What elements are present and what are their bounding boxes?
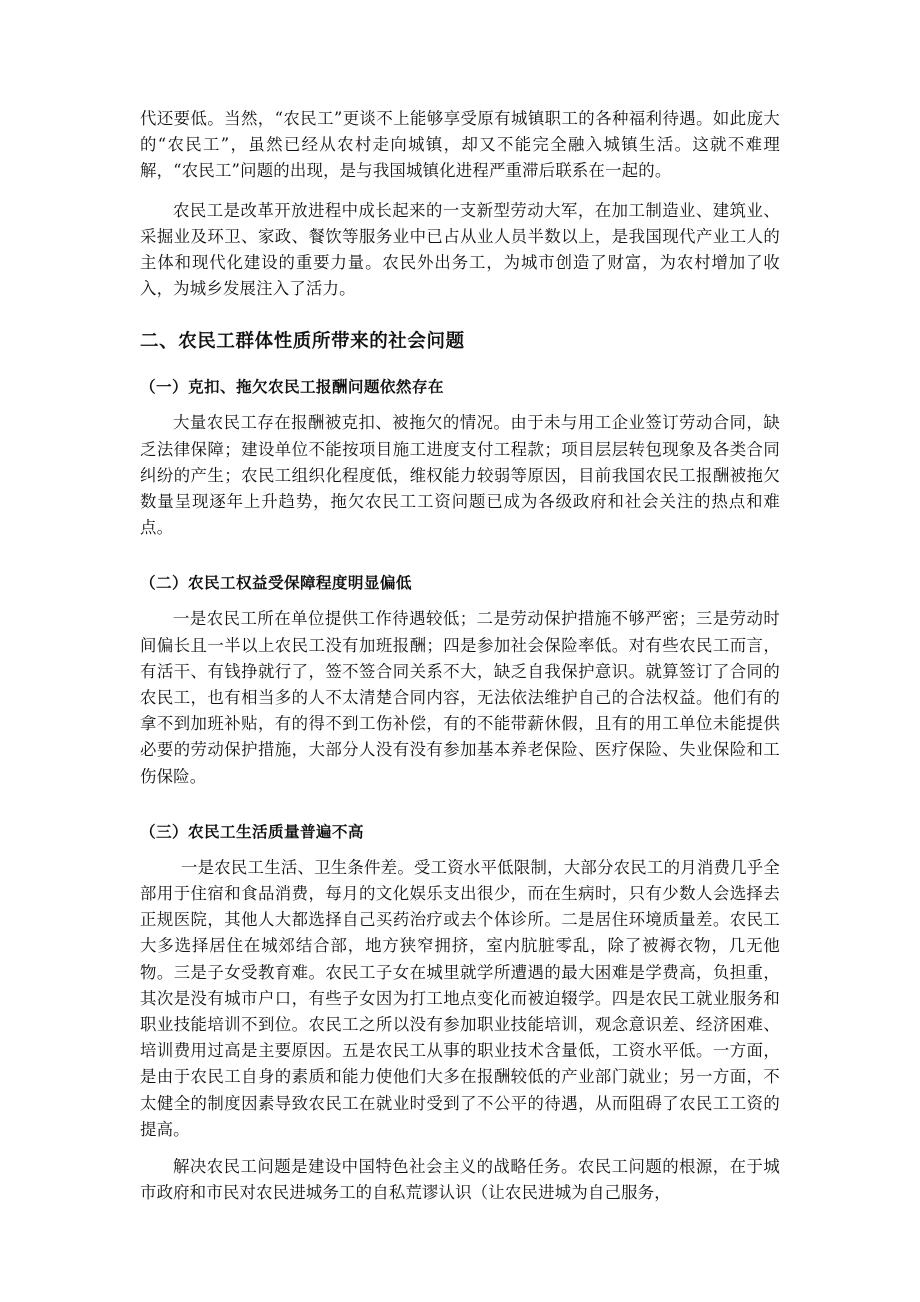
subheading-rights-protection: （二）农民工权益受保障程度明显偏低 — [140, 574, 412, 593]
paragraph-living-quality: 一是农民工生活、卫生条件差。受工资水平低限制，大部分农民工的月消费几乎全部用于住宿和食品消费，每月的文化娱乐支出很少，而在生病时，只有少数人会选择去正规医院，其他人大都选择自己买药治疗或去个体诊所。二是居住环境质量差。农民工大多选择居住在城郊结合部，地方狭窄拥挤，室内肮脏零乱，除了被褥衣物，几无他物。三是子女受教育难。农民工子女在城里就学所遭遇的最大困难是学费高，负担重，其次是没有城市户口，有些子女因为打工地点变化而被迫辍学。四是农民工就业服务和职业技能培训不到位。农民工之所以没有参加职业技能培训，观念意识差、经济困难、培训费用过高是主要原因。五是农民工从事的职业技术含量低，工资水平低。一方面，是由于农民工自身的素质和能力使他们大多在报酬较低的产业部门就业；另一方面，不太健全的制度因素导致农民工在就业时受到了不公平的待遇，从而阻碍了农民工工资的提高。 — [140, 857, 780, 1139]
document-page — [140, 106, 780, 1207]
paragraph-solution: 解决农民工问题是建设中国特色社会主义的战略任务。农民工问题的根源，在于城市政府和市民对农民进城务工的自私荒谬认识（让农民进城为自己服务， — [140, 1157, 780, 1203]
paragraph-rights-protection: 一是农民工所在单位提供工作待遇较低；二是劳动保护措施不够严密；三是劳动时间偏长且一半以上农民工没有加班报酬；四是参加社会保险率低。对有些农民工而言，有活干、有钱挣就行了，签不签合同关系不大，缺乏自我保护意识。就算签订了合同的农民工，也有相当多的人不太清楚合同内容，无法依法维护自己的合法权益。他们有的拿不到加班补贴，有的得不到工伤补偿，有的不能带薪休假，且有的用工单位未能提供必要的劳动保护措施，大部分人没有没有参加基本养老保险、医疗保险、失业保险和工伤保险。 — [140, 609, 780, 786]
paragraph-migrant-workforce: 农民工是改革开放进程中成长起来的一支新型劳动大军，在加工制造业、建筑业、采掘业及环卫、家政、餐饮等服务业中已占从业人员半数以上，是我国现代产业工人的主体和现代化建设的重要力量。农民外出务工，为城市创造了财富，为农村增加了收入，为城乡发展注入了活力。 — [140, 200, 780, 299]
subheading-wage-arrears: （一）克扣、拖欠农民工报酬问题依然存在 — [140, 378, 444, 397]
paragraph-intro-tail: 代还要低。当然，“农民工”更谈不上能够享受原有城镇职工的各种福利待遇。如此庞大的“农民工”，虽然已经从农村走向城镇，却又不能完全融入城镇生活。这就不难理解，“农民工”问题的出现，是与我国城镇化进程严重滞后联系在一起的。 — [140, 109, 780, 181]
paragraph-wage-arrears: 大量农民工存在报酬被克扣、被拖欠的情况。由于未与用工企业签订劳动合同，缺乏法律保障；建设单位不能按项目施工进度支付工程款；项目层层转包现象及各类合同纠纷的产生；农民工组织化程度低，维权能力较弱等原因，目前我国农民工报酬被拖欠数量呈现逐年上升趋势，拖欠农民工工资问题已成为各级政府和社会关注的热点和难点。 — [140, 413, 780, 538]
subheading-living-quality: （三）农民工生活质量普遍不高 — [140, 822, 364, 841]
section-heading-social-problems: 二、农民工群体性质所带来的社会问题 — [140, 331, 465, 353]
